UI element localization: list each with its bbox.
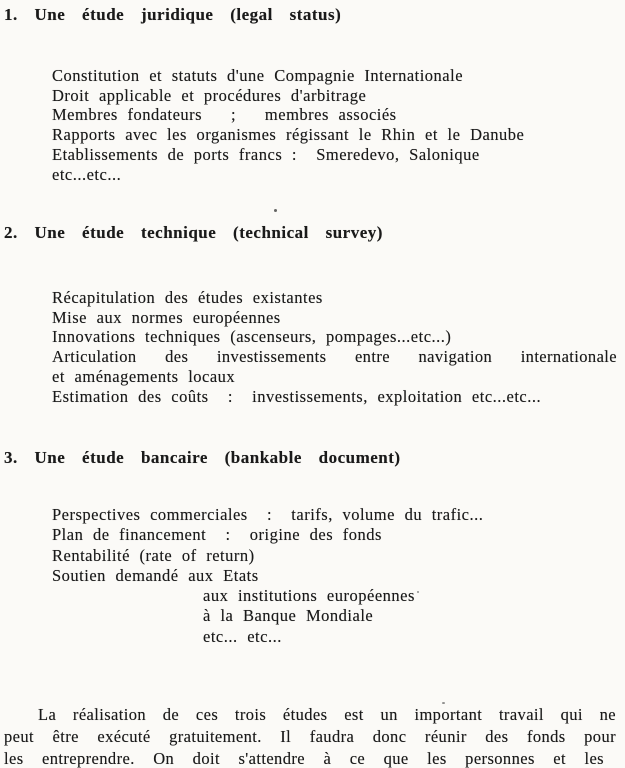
list-line: Rapports avec les organismes régissant le Rhin et le Danube [52,125,525,145]
list-line: Constitution et statuts d'une Compagnie Internationale [52,66,464,85]
list-line: Perspectives commerciales : tarifs, volume du trafic... [52,505,484,524]
section-2-list [52,288,617,406]
list-line: Récapitulation des études existantes [52,288,323,307]
paragraph-line: les entreprendre. On doit s'attendre à ce que les personnes et les [4,748,604,768]
list-line: Soutien demandé aux Etats [52,565,259,585]
list-line: Mise aux normes européennes [52,307,281,327]
list-line: Droit applicable et procédures d'arbitrage [52,85,367,105]
scan-speck [442,702,445,704]
scan-speck [417,591,419,593]
section-1-list [52,66,524,184]
list-line: Membres fondateurs ; membres associés [52,105,397,125]
list-subline: etc... etc... [203,626,282,646]
list-line: Plan de financement : origine des fonds [52,525,382,545]
paragraph-line: La réalisation de ces trois études est un important travail qui ne [38,705,616,724]
list-line: Estimation des coûts : investissements, exploitation etc...etc... [52,386,542,406]
list-subline: à la Banque Mondiale [203,606,374,626]
list-line: Articulation des investissements entre navigation internationale [52,347,617,367]
paragraph-line: peut être exécuté gratuitement. Il faudra donc réunir des fonds pour [4,726,616,746]
section-1-heading: 1. Une étude juridique (legal status) [4,5,342,24]
section-3-list [52,505,483,647]
section-3-heading: 3. Une étude bancaire (bankable document) [4,448,401,467]
section-2-heading: 2. Une étude technique (technical survey) [4,223,383,242]
list-line: Innovations techniques (ascenseurs, pompages...etc...) [52,327,452,347]
list-line: etc...etc... [52,164,122,184]
list-subline: aux institutions européennes [203,586,415,606]
closing-paragraph [4,704,616,768]
list-line: Etablissements de ports francs : Smeredevo, Salonique [52,144,480,164]
list-line: Rentabilité (rate of return) [52,545,255,565]
list-line: et aménagements locaux [52,366,236,386]
scan-speck [274,209,277,212]
